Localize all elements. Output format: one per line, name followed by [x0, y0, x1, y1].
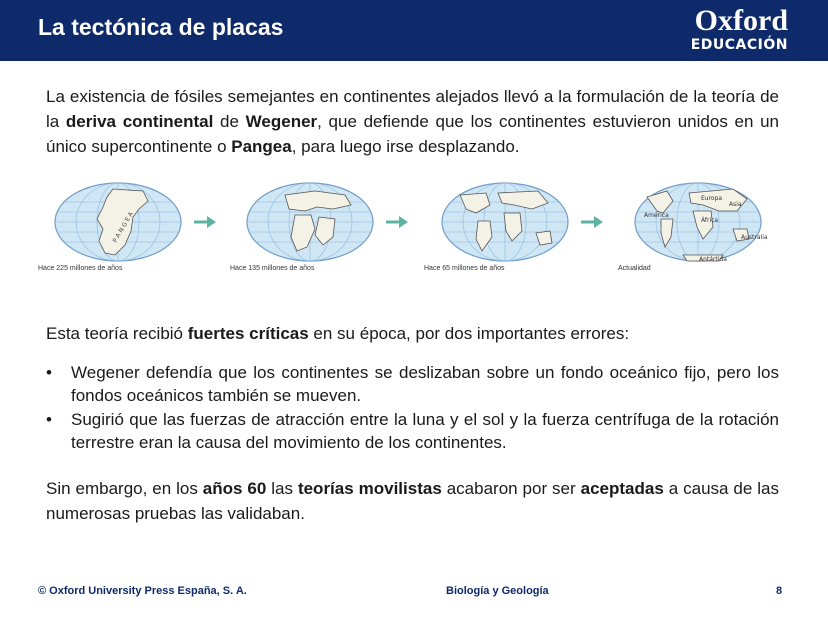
closing-bold-teorias: teorías movilistas: [297, 479, 442, 498]
intro-text-1: La existencia de fósiles semejantes en continentes alejados llevó a la formulación de la teoría de la: [46, 87, 779, 131]
list-item: • Sugirió que las fuerzas de atracción entre la luna y el sol y la fuerza centrífuga de la rotación terrestre eran la causa del movimiento de los continentes.: [46, 408, 779, 454]
globe-present-image: [633, 181, 768, 263]
globe-225ma-image: [53, 181, 183, 263]
page-number: 8: [776, 585, 783, 597]
criticism-text-1: Esta teoría recibió: [46, 324, 188, 343]
label-america: América: [644, 212, 669, 219]
label-europa: Europa: [701, 195, 723, 202]
criticism-bold: fuertes críticas: [187, 324, 309, 343]
logo-wordmark: Oxford: [694, 4, 788, 37]
closing-bold-anos: años 60: [202, 479, 267, 498]
header-bar: [0, 0, 828, 61]
globe-65ma-image: [440, 181, 570, 263]
arrow-2-icon: [386, 216, 408, 228]
errors-list: [46, 361, 779, 455]
closing-bold-aceptadas: aceptadas: [580, 479, 664, 498]
oxford-logo: [691, 6, 788, 54]
pangea-label: P A N G E A: [111, 210, 135, 244]
footer-subject: Biología y Geología: [446, 585, 549, 597]
slide-title: La tectónica de placas: [38, 14, 284, 40]
logo-subtitle: EDUCACIÓN: [690, 37, 788, 53]
arrow-3-icon: [581, 216, 603, 228]
label-antartida: Antártida: [699, 256, 727, 263]
list-item: • Wegener defendía que los continentes se deslizaban sobre un fondo oceánico fijo, pero los fondos oceánicos también se mueven.: [46, 361, 779, 407]
footer-copyright: © Oxford University Press España, S. A.: [38, 585, 247, 597]
closing-text-4: a causa de las numerosas pruebas las validaban.: [46, 479, 780, 523]
closing-paragraph: [46, 476, 779, 526]
intro-text-3: , que defiende que los continentes estuvieron unidos en un único supercontinente o: [46, 112, 780, 156]
caption-65ma: Hace 65 millones de años: [424, 265, 505, 272]
caption-present: Actualidad: [618, 265, 651, 272]
criticism-paragraph: [46, 321, 629, 346]
label-asia: Asia: [729, 201, 742, 208]
arrow-1-icon: [194, 216, 216, 228]
criticism-text-2: en su época, por dos importantes errores:: [308, 324, 630, 343]
intro-bold-pangea: Pangea: [231, 137, 292, 156]
closing-text-2: las: [266, 479, 298, 498]
closing-text-3: acabaron por ser: [441, 479, 581, 498]
intro-bold-deriva: deriva continental: [65, 112, 214, 131]
intro-text-4: , para luego irse desplazando.: [291, 137, 520, 156]
globe-135ma-image: [245, 181, 375, 263]
intro-paragraph: [46, 84, 779, 159]
closing-text-1: Sin embargo, en los: [46, 479, 203, 498]
label-australia: Australia: [741, 234, 768, 241]
caption-135ma: Hace 135 millones de años: [230, 265, 315, 272]
label-africa: África: [701, 217, 719, 224]
intro-bold-wegener: Wegener: [245, 112, 318, 131]
intro-text-2: de: [213, 112, 246, 131]
caption-225ma: Hace 225 millones de años: [38, 265, 123, 272]
